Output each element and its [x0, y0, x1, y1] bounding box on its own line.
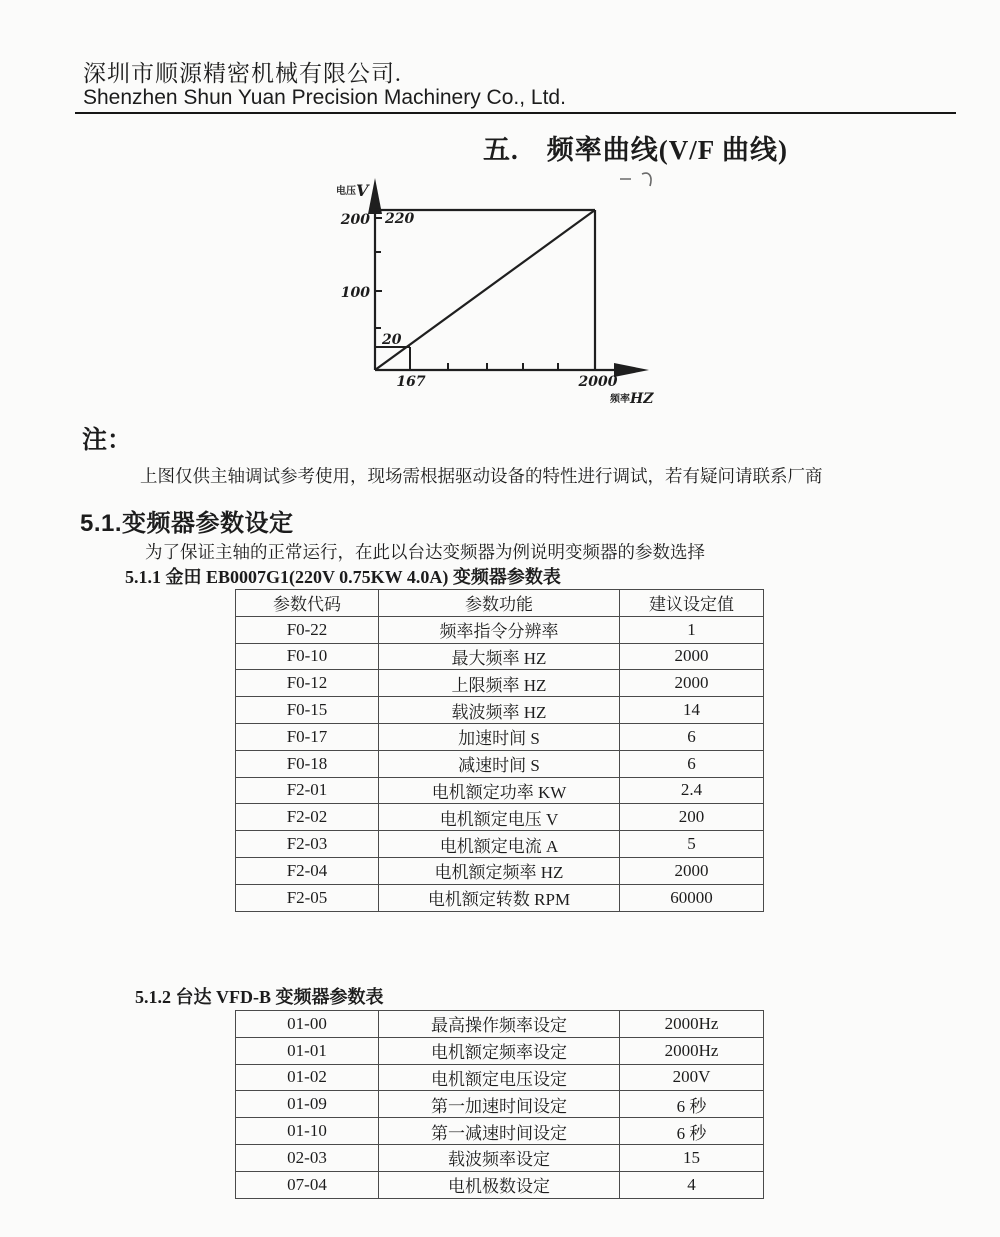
param-func-cell: 电机额定电压设定 [379, 1064, 620, 1091]
table-row [236, 884, 764, 911]
param-code-cell: 01-09 [236, 1091, 379, 1118]
param-code-cell: F0-15 [236, 697, 379, 724]
param-code-cell: F2-05 [236, 884, 379, 911]
param-func-cell: 电机极数设定 [379, 1171, 620, 1198]
param-value-cell: 2000 [620, 643, 764, 670]
table-row [236, 750, 764, 777]
table-header-row [236, 590, 764, 617]
param-value-cell: 1 [620, 616, 764, 643]
param-value-cell: 6 秒 [620, 1091, 764, 1118]
table-row [236, 1037, 764, 1064]
param-code-cell: F2-01 [236, 777, 379, 804]
param-code-cell: F0-22 [236, 616, 379, 643]
param-value-cell: 2000Hz [620, 1037, 764, 1064]
param-value-cell: 2000 [620, 857, 764, 884]
param-value-cell: 2000 [620, 670, 764, 697]
inverter-param-table-jintian [235, 589, 764, 912]
note-label: 注： [82, 427, 133, 454]
param-code-cell: 01-02 [236, 1064, 379, 1091]
param-func-cell: 电机额定频率 HZ [379, 857, 620, 884]
scan-artifact-mark [620, 173, 651, 186]
param-value-cell: 60000 [620, 884, 764, 911]
y-ref-label-220: 220 [385, 211, 415, 227]
x-tick-label-2000: 2000 [578, 374, 618, 390]
table-row [236, 804, 764, 831]
param-func-cell: 减速时间 S [379, 750, 620, 777]
y-tick-label-100: 100 [340, 285, 370, 301]
table-row [236, 697, 764, 724]
param-value-cell: 2.4 [620, 777, 764, 804]
y-tick-label-200: 200 [340, 212, 370, 228]
param-func-cell: 电机额定功率 KW [379, 777, 620, 804]
table-row [236, 1171, 764, 1198]
vf-curve-figure [322, 166, 682, 411]
table-row [236, 857, 764, 884]
param-code-cell: 01-00 [236, 1011, 379, 1038]
x-axis-unit-label: HZ [630, 391, 654, 407]
table-row [236, 1091, 764, 1118]
company-name-en: Shenzhen Shun Yuan Precision Machinery Co., Ltd. [83, 86, 566, 109]
y-axis-arrow [368, 178, 382, 214]
param-func-cell: 第一加速时间设定 [379, 1091, 620, 1118]
param-func-cell: 电机额定电流 A [379, 831, 620, 858]
param-code-cell: F0-12 [236, 670, 379, 697]
param-value-cell: 6 [620, 750, 764, 777]
param-code-cell: F0-17 [236, 723, 379, 750]
page-title: 五. 频率曲线(V/F 曲线) [483, 135, 788, 165]
param-value-cell: 5 [620, 831, 764, 858]
param-func-cell: 上限频率 HZ [379, 670, 620, 697]
param-func-cell: 电机额定电压 V [379, 804, 620, 831]
table-row [236, 1011, 764, 1038]
table-row [236, 1118, 764, 1145]
param-value-cell: 200V [620, 1064, 764, 1091]
inverter-param-table-delta [235, 1010, 764, 1199]
table-row [236, 670, 764, 697]
param-code-cell: 01-01 [236, 1037, 379, 1064]
note-text: 上图仅供主轴调试参考使用，现场需根据驱动设备的特性进行调试，若有疑问请联系厂商 [140, 466, 823, 486]
table-row [236, 643, 764, 670]
y-ref-label-20: 20 [382, 332, 402, 348]
param-code-cell: F0-10 [236, 643, 379, 670]
param-func-cell: 频率指令分辨率 [379, 616, 620, 643]
param-code-cell: F0-18 [236, 750, 379, 777]
x-axis-label-cjk: 频率 [610, 394, 630, 405]
table-row [236, 831, 764, 858]
table-row [236, 1064, 764, 1091]
param-func-cell: 电机额定频率设定 [379, 1037, 620, 1064]
param-code-cell: F2-02 [236, 804, 379, 831]
table2-caption: 5.1.2 台达 VFD-B 变频器参数表 [135, 987, 384, 1007]
section-5-1-heading: 5.1.变频器参数设定 [80, 510, 294, 537]
param-code-cell: 01-10 [236, 1118, 379, 1145]
param-func-cell: 第一减速时间设定 [379, 1118, 620, 1145]
y-axis-unit-label: V [356, 181, 369, 200]
param-func-cell: 电机额定转数 RPM [379, 884, 620, 911]
param-value-cell: 2000Hz [620, 1011, 764, 1038]
table-row [236, 616, 764, 643]
table-row [236, 1144, 764, 1171]
vf-curve-chart [322, 166, 682, 411]
param-code-cell: F2-03 [236, 831, 379, 858]
param-value-cell: 4 [620, 1171, 764, 1198]
x-axis-arrow [614, 363, 649, 377]
table-row [236, 777, 764, 804]
param-func-cell: 载波频率 HZ [379, 697, 620, 724]
param-value-cell: 6 [620, 723, 764, 750]
y-axis-label-cjk: 电压 [336, 186, 356, 197]
param-code-cell: F2-04 [236, 857, 379, 884]
col-header-param-code: 参数代码 [236, 590, 379, 617]
param-code-cell: 07-04 [236, 1171, 379, 1198]
col-header-param-func: 参数功能 [379, 590, 620, 617]
section-5-1-intro: 为了保证主轴的正常运行，在此以台达变频器为例说明变频器的参数选择 [145, 542, 705, 562]
vf-diagonal-line [375, 210, 595, 370]
param-value-cell: 14 [620, 697, 764, 724]
param-code-cell: 02-03 [236, 1144, 379, 1171]
company-name-zh: 深圳市顺源精密机械有限公司. [83, 61, 402, 86]
param-func-cell: 载波频率设定 [379, 1144, 620, 1171]
param-func-cell: 最大频率 HZ [379, 643, 620, 670]
param-func-cell: 最高操作频率设定 [379, 1011, 620, 1038]
param-value-cell: 6 秒 [620, 1118, 764, 1145]
col-header-suggested-value: 建议设定值 [620, 590, 764, 617]
header-rule [75, 112, 956, 114]
x-tick-label-167: 167 [396, 374, 426, 390]
table-row [236, 723, 764, 750]
param-value-cell: 15 [620, 1144, 764, 1171]
param-value-cell: 200 [620, 804, 764, 831]
param-func-cell: 加速时间 S [379, 723, 620, 750]
table1-caption: 5.1.1 金田 EB0007G1(220V 0.75KW 4.0A) 变频器参数表 [125, 567, 561, 587]
